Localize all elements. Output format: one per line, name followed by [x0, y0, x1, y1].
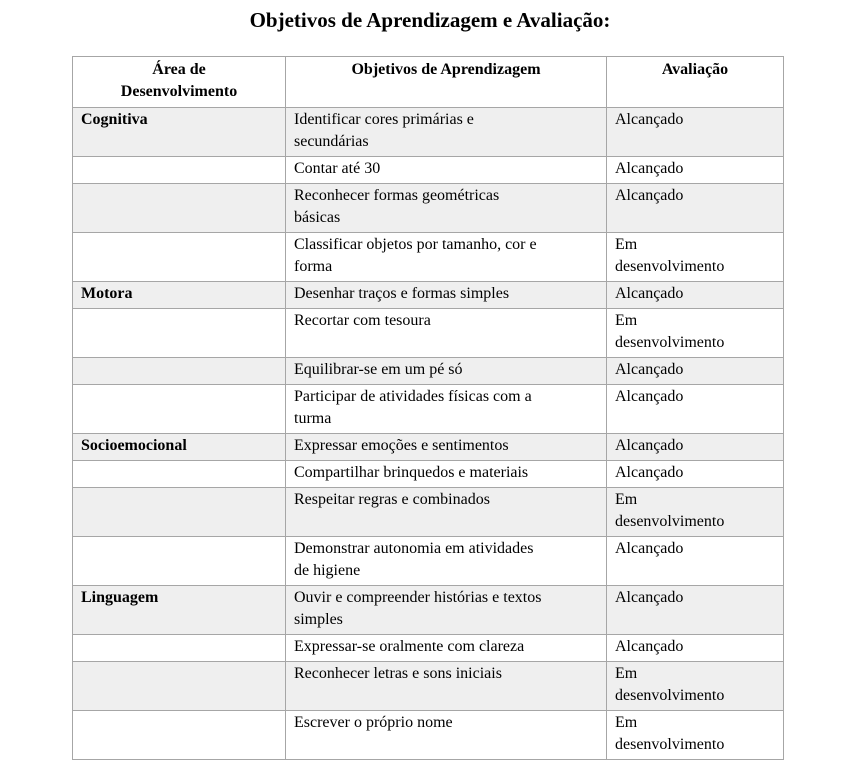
- assessment-cell: Em desenvolvimento: [607, 711, 784, 760]
- development-area-cell: [73, 233, 286, 282]
- development-area-cell: Motora: [73, 282, 286, 309]
- table-row: [73, 635, 784, 662]
- development-area-cell: Cognitiva: [73, 108, 286, 157]
- assessment-cell: Alcançado: [607, 586, 784, 635]
- development-area-cell: [73, 711, 286, 760]
- header-area-de-desenvolvimento: Área de Desenvolvimento: [73, 57, 286, 108]
- development-area-cell: [73, 662, 286, 711]
- assessment-cell: Em desenvolvimento: [607, 662, 784, 711]
- learning-objective-cell: Equilibrar-se em um pé só: [286, 358, 607, 385]
- development-area-cell: [73, 537, 286, 586]
- development-area-cell: [73, 385, 286, 434]
- learning-objective-cell: Demonstrar autonomia em atividades de higiene: [286, 537, 607, 586]
- assessment-cell: Alcançado: [607, 108, 784, 157]
- learning-objective-cell: Escrever o próprio nome: [286, 711, 607, 760]
- table-row: [73, 488, 784, 537]
- learning-objective-cell: Participar de atividades físicas com a turma: [286, 385, 607, 434]
- table-row: [73, 108, 784, 157]
- page-title: Objetivos de Aprendizagem e Avaliação:: [249, 8, 611, 32]
- development-area-cell: [73, 358, 286, 385]
- development-area-cell: [73, 461, 286, 488]
- table-row: [73, 711, 784, 760]
- table-row: [73, 662, 784, 711]
- assessment-cell: Alcançado: [607, 434, 784, 461]
- table-row: [73, 358, 784, 385]
- development-area-cell: [73, 635, 286, 662]
- learning-objective-cell: Identificar cores primárias e secundárias: [286, 108, 607, 157]
- table-row: [73, 184, 784, 233]
- assessment-cell: Em desenvolvimento: [607, 233, 784, 282]
- learning-objective-cell: Desenhar traços e formas simples: [286, 282, 607, 309]
- learning-objective-cell: Expressar-se oralmente com clareza: [286, 635, 607, 662]
- development-area-cell: Linguagem: [73, 586, 286, 635]
- table-row: [73, 537, 784, 586]
- table-row: [73, 461, 784, 488]
- table-row: [73, 233, 784, 282]
- table-row: [73, 157, 784, 184]
- assessment-cell: Alcançado: [607, 635, 784, 662]
- table-row: [73, 434, 784, 461]
- assessment-cell: Em desenvolvimento: [607, 488, 784, 537]
- header-row: [73, 57, 784, 108]
- development-area-cell: [73, 157, 286, 184]
- table-row: [73, 586, 784, 635]
- learning-objective-cell: Contar até 30: [286, 157, 607, 184]
- learning-objective-cell: Recortar com tesoura: [286, 309, 607, 358]
- header-avaliacao: Avaliação: [607, 57, 784, 108]
- assessment-cell: Alcançado: [607, 358, 784, 385]
- assessment-cell: Alcançado: [607, 157, 784, 184]
- learning-objective-cell: Reconhecer formas geométricas básicas: [286, 184, 607, 233]
- header-objetivos-de-aprendizagem: Objetivos de Aprendizagem: [286, 57, 607, 108]
- development-area-cell: [73, 309, 286, 358]
- objectives-table: [72, 56, 784, 760]
- development-area-cell: [73, 488, 286, 537]
- development-area-cell: Socioemocional: [73, 434, 286, 461]
- assessment-cell: Alcançado: [607, 537, 784, 586]
- assessment-cell: Alcançado: [607, 184, 784, 233]
- assessment-cell: Em desenvolvimento: [607, 309, 784, 358]
- learning-objective-cell: Respeitar regras e combinados: [286, 488, 607, 537]
- development-area-cell: [73, 184, 286, 233]
- table-body: [73, 108, 784, 760]
- table-row: [73, 282, 784, 309]
- learning-objective-cell: Reconhecer letras e sons iniciais: [286, 662, 607, 711]
- table-row: [73, 309, 784, 358]
- learning-objective-cell: Expressar emoções e sentimentos: [286, 434, 607, 461]
- assessment-cell: Alcançado: [607, 385, 784, 434]
- assessment-cell: Alcançado: [607, 282, 784, 309]
- table-row: [73, 385, 784, 434]
- learning-objective-cell: Classificar objetos por tamanho, cor e forma: [286, 233, 607, 282]
- learning-objective-cell: Ouvir e compreender histórias e textos simples: [286, 586, 607, 635]
- assessment-cell: Alcançado: [607, 461, 784, 488]
- learning-objective-cell: Compartilhar brinquedos e materiais: [286, 461, 607, 488]
